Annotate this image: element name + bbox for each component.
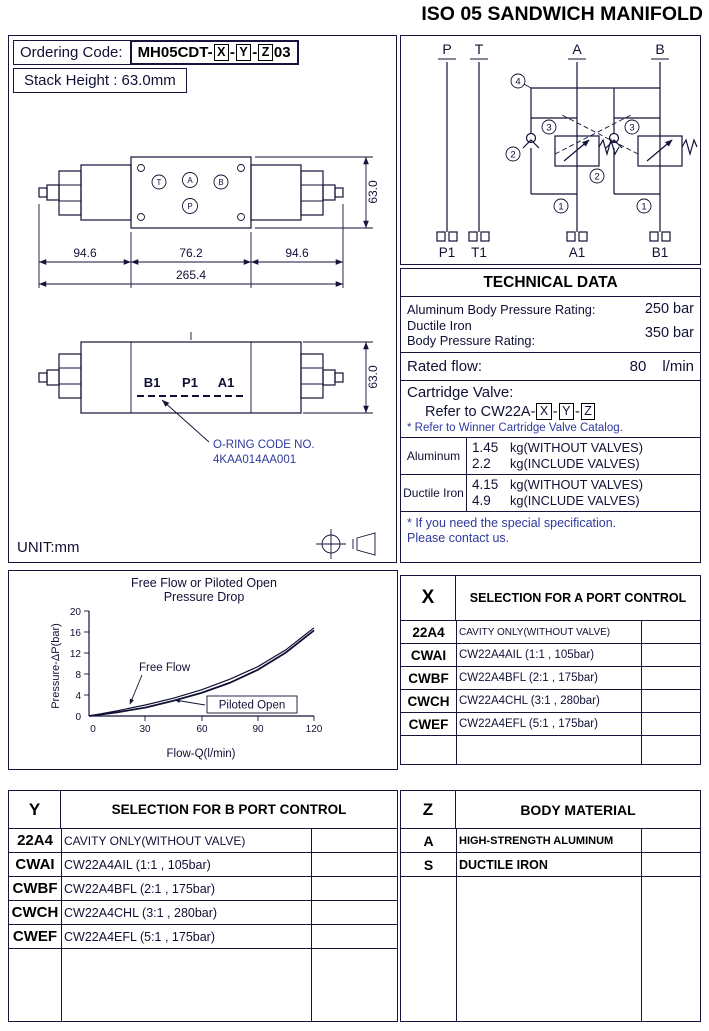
cartridge-valve-section	[401, 381, 700, 438]
projection-symbols	[316, 529, 375, 559]
piloted-open-label: Piloted Open	[218, 699, 286, 712]
port-a-label: A	[187, 176, 193, 185]
y-row-desc: CAVITY ONLY(WITHOUT VALVE)	[64, 833, 246, 848]
y-row-desc: CW22A4AIL (1:1 , 105bar)	[64, 857, 211, 872]
xtick-30: 30	[139, 724, 151, 735]
ordering-code-prefix: MH05CDT-	[137, 44, 213, 61]
port-b-circle	[214, 175, 228, 189]
x-row-code: 22A4	[412, 624, 445, 640]
rated-flow-row	[401, 353, 700, 381]
schematic-port-p1: P1	[438, 245, 456, 260]
schematic-port-p: P	[442, 41, 452, 57]
callout-3a-label: 3	[546, 122, 552, 134]
special-spec-note-line1: * If you need the special specification.	[407, 516, 617, 530]
page-title: ISO 05 SANDWICH MANIFOLD	[421, 3, 703, 25]
z-row-code: A	[423, 832, 434, 849]
weight-table	[401, 438, 700, 512]
pressure-drop-chart	[8, 570, 398, 770]
ductile-weight-include: 4.9	[472, 493, 491, 508]
x-row-code: CWBF	[408, 670, 449, 686]
z-table-title-header: BODY MATERIAL	[520, 801, 636, 818]
bottom-port-symbols	[437, 232, 670, 241]
oring-code-label: O-RING CODE NO.	[213, 439, 315, 451]
dim-center: 76.2	[179, 246, 203, 260]
rated-flow-value: 80	[629, 358, 647, 375]
chart-subtitle: Pressure Drop	[163, 590, 245, 604]
x-row-desc: CW22A4CHL (3:1 , 280bar)	[459, 695, 600, 707]
oring-annotation	[162, 400, 315, 466]
callout-1-a	[554, 199, 568, 213]
top-view	[39, 157, 343, 228]
schematic-port-a: A	[572, 41, 582, 57]
table-row	[9, 901, 397, 925]
ordering-code-z: Z	[258, 44, 273, 61]
cartridge-refer-text: Refer to CW22A-	[425, 403, 536, 420]
port-t-circle	[152, 175, 166, 189]
y-table-code-header: Y	[9, 791, 61, 828]
y-row-code: CWEF	[12, 928, 58, 945]
x-row-code: CWCH	[407, 693, 450, 709]
mechanical-drawing	[9, 92, 398, 562]
dimensions-horizontal	[39, 204, 343, 288]
table-row	[401, 667, 700, 690]
ytick-20: 20	[69, 607, 81, 618]
ordering-sep2: -	[252, 44, 258, 61]
xtick-60: 60	[196, 724, 208, 735]
table-row	[401, 713, 700, 736]
ytick-8: 8	[75, 670, 81, 681]
ductile-weight-without: 4.15	[472, 477, 499, 492]
ordering-code-suffix: 03	[273, 44, 291, 61]
port-p-circle	[183, 199, 198, 214]
y-table-body	[9, 829, 397, 1021]
counterbalance-valve-b	[638, 136, 697, 166]
x-row-desc: CAVITY ONLY(WITHOUT VALVE)	[459, 626, 611, 638]
side-port-a1: A1	[217, 375, 235, 390]
alu-weight-include: 2.2	[472, 456, 491, 471]
dim-height-top: 63.0	[366, 180, 380, 204]
cartridge-valve-title: Cartridge Valve:	[407, 384, 514, 401]
cartridge-sep2: -	[574, 403, 580, 420]
ytick-0: 0	[75, 712, 81, 723]
chart-title: Free Flow or Piloted Open	[131, 576, 277, 590]
special-spec-note-line2: Please contact us.	[407, 531, 510, 545]
x-row-desc: CW22A4BFL (2:1 , 175bar)	[459, 672, 598, 684]
table-row	[401, 621, 700, 644]
special-spec-note	[401, 512, 700, 550]
table-row	[9, 829, 397, 853]
ytick-16: 16	[69, 628, 81, 639]
callout-2-b	[590, 169, 604, 183]
ytick-4: 4	[75, 691, 81, 702]
free-flow-label: Free Flow	[139, 662, 191, 674]
x-row-code: CWAI	[410, 647, 447, 663]
ductile-weight-include-unit: kg(INCLUDE VALVES)	[510, 493, 640, 508]
position-symbol-icon	[316, 529, 346, 559]
dimension-height-top	[255, 157, 380, 228]
callout-2-a	[506, 147, 520, 161]
technical-data-panel	[400, 268, 701, 563]
xtick-0: 0	[90, 724, 96, 735]
ordering-sep1: -	[229, 44, 235, 61]
y-row-code: CWBF	[12, 880, 58, 897]
x-selection-table	[400, 575, 701, 765]
xtick-120: 120	[305, 724, 323, 735]
table-row	[401, 829, 700, 853]
ordering-code-box	[13, 40, 299, 65]
schematic-port-t1: T1	[471, 245, 487, 260]
y-row-desc: CW22A4EFL (5:1 , 175bar)	[64, 929, 215, 944]
schematic-port-b: B	[655, 41, 665, 57]
cartridge-sep1: -	[552, 403, 558, 420]
x-tick-marks	[145, 716, 314, 721]
z-body-material-table	[400, 790, 701, 1022]
counterbalance-valve-a	[555, 136, 619, 166]
x-row-desc: CW22A4EFL (5:1 , 175bar)	[459, 718, 598, 730]
port-b-label: B	[218, 178, 224, 187]
y-selection-table	[8, 790, 398, 1022]
callout-1b-label: 1	[641, 201, 647, 213]
technical-data-title: TECHNICAL DATA	[401, 269, 700, 297]
weight-row-aluminum	[401, 438, 700, 475]
z-table-code-header: Z	[401, 791, 456, 828]
x-row-desc: CW22A4AIL (1:1 , 105bar)	[459, 649, 595, 661]
schematic-port-a1: A1	[568, 245, 586, 260]
pressure-ratings	[401, 297, 700, 353]
alu-weight-include-unit: kg(INCLUDE VALVES)	[510, 456, 640, 471]
weight-material-ductile: Ductile Iron	[401, 475, 467, 511]
ordering-code-x: X	[214, 44, 229, 61]
piloted-open-annotation	[175, 696, 297, 713]
table-row	[9, 925, 397, 949]
rated-flow-label: Rated flow:	[407, 358, 483, 375]
callout-3-b	[625, 120, 639, 134]
ductile-rating-label-line1: Ductile Iron	[407, 318, 472, 333]
ductile-rating-label	[407, 318, 535, 348]
table-row	[401, 853, 700, 877]
y-row-desc: CW22A4CHL (3:1 , 280bar)	[64, 905, 218, 920]
callout-3b-label: 3	[629, 122, 635, 134]
side-port-p1: P1	[182, 375, 198, 390]
schematic-panel	[400, 35, 701, 265]
ductile-rating-label-line2: Body Pressure Rating:	[407, 333, 536, 348]
y-table-title-header: SELECTION FOR B PORT CONTROL	[111, 802, 347, 817]
side-view	[39, 332, 343, 413]
ordering-code-value	[130, 40, 299, 65]
port-p-label: P	[187, 202, 193, 211]
alu-weight-without-unit: kg(WITHOUT VALVES)	[510, 440, 643, 455]
chart-ylabel: Pressure-ΔP(bar)	[50, 623, 62, 709]
rated-flow-unit: l/min	[662, 358, 694, 375]
ductile-weight-without-unit: kg(WITHOUT VALVES)	[510, 477, 643, 492]
port-t-label: T	[156, 178, 162, 187]
aluminum-rating-label: Aluminum Body Pressure Rating:	[407, 301, 596, 317]
z-table-body	[401, 829, 700, 1021]
chart-xlabel: Flow-Q(l/min)	[166, 748, 236, 760]
cartridge-x: X	[536, 403, 551, 420]
table-row	[401, 690, 700, 713]
alu-weight-without: 1.45	[472, 440, 499, 455]
z-row-code: S	[423, 856, 434, 873]
callout-1-b	[637, 199, 651, 213]
callout-2a-label: 2	[510, 149, 516, 161]
callout-4-label: 4	[515, 76, 521, 88]
pressure-drop-chart-svg	[9, 571, 397, 769]
callout-4	[511, 74, 531, 88]
x-table-body	[401, 621, 700, 764]
z-row-desc: HIGH-STRENGTH ALUMINUM	[459, 834, 614, 847]
dim-right: 94.6	[285, 246, 309, 260]
y-row-code: 22A4	[17, 832, 53, 849]
x-row-code: CWEF	[408, 716, 449, 732]
schematic-port-t: T	[474, 41, 484, 57]
schematic-port-b1: B1	[651, 245, 669, 260]
ductile-rating-value: 350 bar	[644, 325, 694, 341]
y-row-code: CWAI	[15, 856, 55, 873]
third-angle-projection-icon	[353, 533, 375, 555]
ytick-12: 12	[69, 649, 81, 660]
table-row	[9, 877, 397, 901]
dim-total: 265.4	[175, 268, 207, 282]
cartridge-note: * Refer to Winner Cartridge Valve Catalog.	[407, 422, 623, 434]
callout-2b-label: 2	[594, 171, 600, 183]
weight-row-ductile	[401, 475, 700, 512]
weight-material-aluminum: Aluminum	[401, 438, 467, 474]
dim-height-side: 63.0	[366, 365, 380, 389]
cartridge-y: Y	[559, 403, 574, 420]
stack-height-box: Stack Height : 63.0mm	[13, 68, 187, 93]
y-tick-marks	[84, 611, 89, 695]
y-row-desc: CW22A4BFL (2:1 , 175bar)	[64, 881, 215, 896]
table-row	[9, 853, 397, 877]
dim-left: 94.6	[73, 246, 97, 260]
ordering-code-label: Ordering Code:	[20, 44, 123, 61]
cartridge-z: Z	[581, 403, 596, 420]
side-port-b1: B1	[143, 375, 161, 390]
dimension-height-side	[303, 342, 380, 413]
aluminum-rating-value: 250 bar	[644, 301, 694, 317]
z-row-desc: DUCTILE IRON	[459, 857, 548, 872]
x-table-code-header: X	[401, 576, 456, 620]
x-table-title-header: SELECTION FOR A PORT CONTROL	[469, 591, 687, 605]
xtick-90: 90	[252, 724, 264, 735]
drawing-panel	[8, 35, 397, 563]
callout-3-a	[542, 120, 556, 134]
table-row	[401, 644, 700, 667]
port-a-circle	[183, 173, 198, 188]
hydraulic-schematic	[401, 36, 700, 264]
ordering-code-y: Y	[236, 44, 251, 61]
cartridge-refer-line	[407, 403, 694, 420]
oring-code-number: 4KAA014AA001	[213, 454, 297, 466]
y-row-code: CWCH	[11, 904, 59, 921]
callout-1a-label: 1	[558, 201, 564, 213]
unit-label: UNIT:mm	[17, 539, 80, 556]
